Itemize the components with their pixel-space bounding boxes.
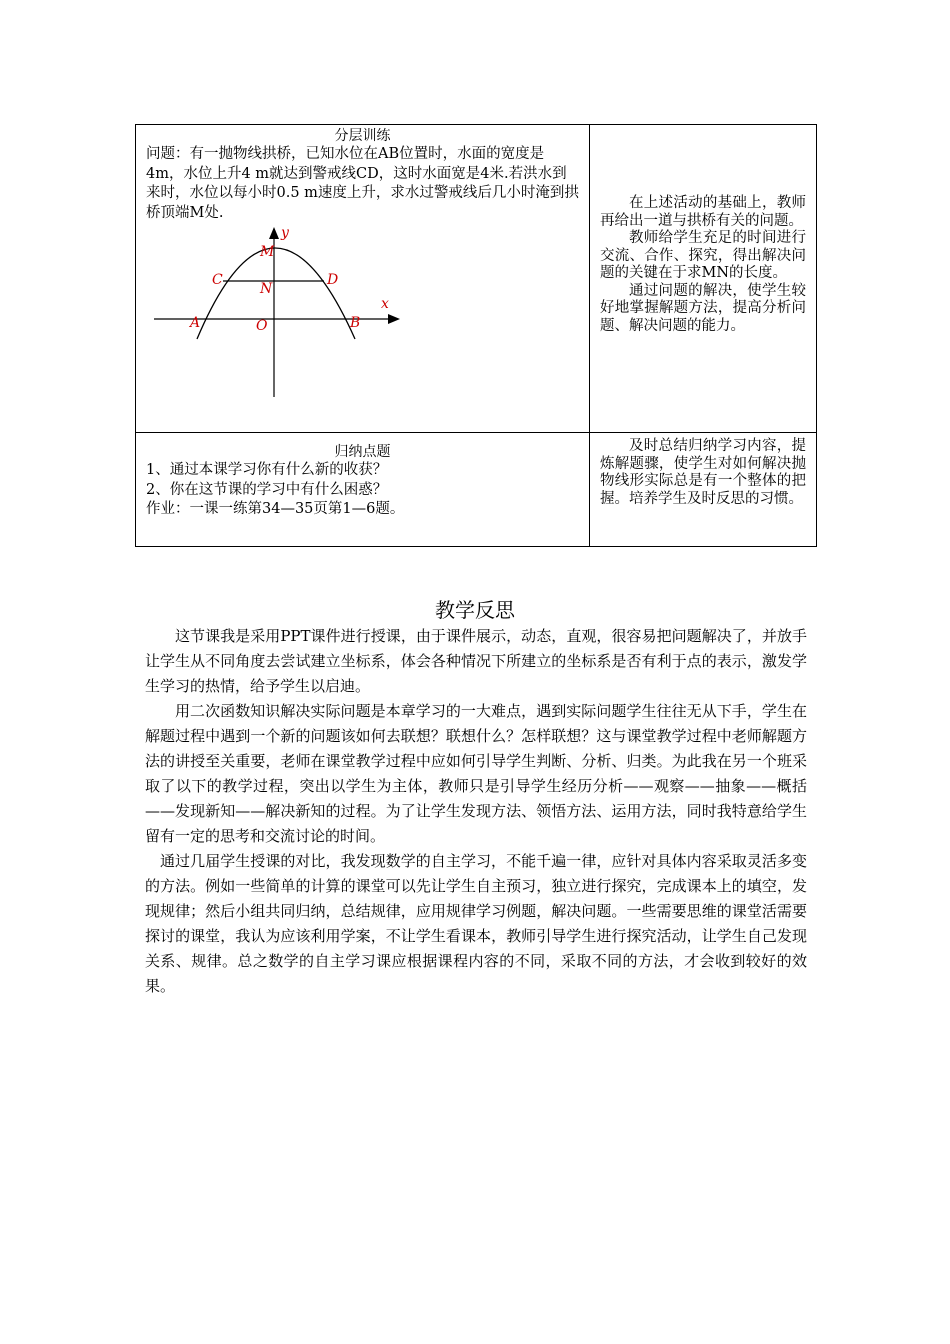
label-c: C: [212, 272, 223, 288]
problem-text: 问题：有一抛物线拱桥，已知水位在AB位置时，水面的宽度是4m，水位上升4 m就达到警戒线CD，这时水面宽是4米.若洪水到来时，水位以每小时0.5 m速度上升，求水过警戒线后几小时淹到拱桥顶端M处.: [146, 146, 579, 221]
note-paragraph: 通过问题的解决，使学生较好地掌握解题方法，提高分析问题、解决问题的能力。: [600, 282, 806, 334]
label-n: N: [260, 281, 273, 297]
lesson-table: [135, 124, 817, 547]
layered-training-notes-cell: [590, 125, 817, 433]
summary-cell: [136, 433, 590, 547]
reflection-body: [145, 624, 807, 999]
summary-line: 1、通过本课学习你有什么新的收获？: [146, 462, 388, 478]
label-x: x: [381, 296, 389, 312]
reflection-paragraph: 这节课我是采用PPT课件进行授课，由于课件展示，动态，直观，很容易把问题解决了，并放手让学生从不同角度去尝试建立坐标系，体会各种情况下所建立的坐标系是否有利于点的表示，激发学生学习的热情，给予学生以启迪。: [145, 627, 807, 695]
label-b: B: [350, 315, 361, 331]
summary-heading: 归纳点题: [334, 444, 391, 460]
y-axis-arrow: [269, 227, 279, 239]
label-m: M: [260, 244, 275, 260]
label-a: A: [190, 315, 201, 331]
label-o: O: [256, 318, 268, 334]
x-axis-arrow: [388, 314, 400, 324]
label-y: y: [281, 227, 289, 241]
reflection-paragraph: 用二次函数知识解决实际问题是本章学习的一大难点，遇到实际问题学生往往无从下手，学生在解题过程中遇到一个新的问题该如何去联想？联想什么？怎样联想？这与课堂教学过程中老师解题方法的讲授至关重要，老师在课堂教学过程中应如何引导学生判断、分析、归类。为此我在另一个班采取了以下的教学过程，突出以学生为主体，教师只是引导学生经历分析——观察——抽象——概括——发现新知——解决新知的过程。为了让学生发现方法、领悟方法、运用方法，同时我特意给学生留有一定的思考和交流讨论的时间。: [145, 702, 807, 845]
note-paragraph: 在上述活动的基础上，教师再给出一道与拱桥有关的问题。: [600, 195, 806, 229]
label-d: D: [327, 272, 339, 288]
table-row-layered-training: [136, 125, 817, 433]
reflection-title: 教学反思: [435, 598, 515, 622]
summary-line: 2、你在这节课的学习中有什么困惑？: [146, 481, 388, 498]
homework-line: 作业：一课一练第34—35页第1—6题。: [146, 501, 405, 517]
parabola-curve: [197, 248, 355, 339]
layered-training-heading: 分层训练: [334, 128, 391, 144]
parabola-bridge-diagram: [152, 227, 412, 407]
note-paragraph: 及时总结归纳学习内容，提炼解题骤，使学生对如何解决抛物线形实际总是有一个整体的把握。培养学生及时反思的习惯。: [600, 438, 806, 507]
summary-notes-cell: [590, 433, 817, 547]
note-paragraph: 教师给学生充足的时间进行交流、合作、探究，得出解决问题的关键在于求MN的长度。: [600, 230, 806, 281]
layered-training-cell: [136, 125, 590, 433]
table-row-summary: [136, 433, 817, 547]
reflection-paragraph: 通过几届学生授课的对比，我发现数学的自主学习，不能千遍一律，应针对具体内容采取灵活多变的方法。例如一些简单的计算的课堂可以先让学生自主预习，独立进行探究，完成课本上的填空，发现规律；然后小组共同归纳，总结规律，应用规律学习例题，解决问题。一些需要思维的课堂活需要探讨的课堂，我认为应该利用学案，不让学生看课本，教师引导学生进行探究活动，让学生自己发现关系、规律。总之数学的自主学习课应根据课程内容的不同，采取不同的方法，才会收到较好的效果。: [145, 852, 807, 995]
